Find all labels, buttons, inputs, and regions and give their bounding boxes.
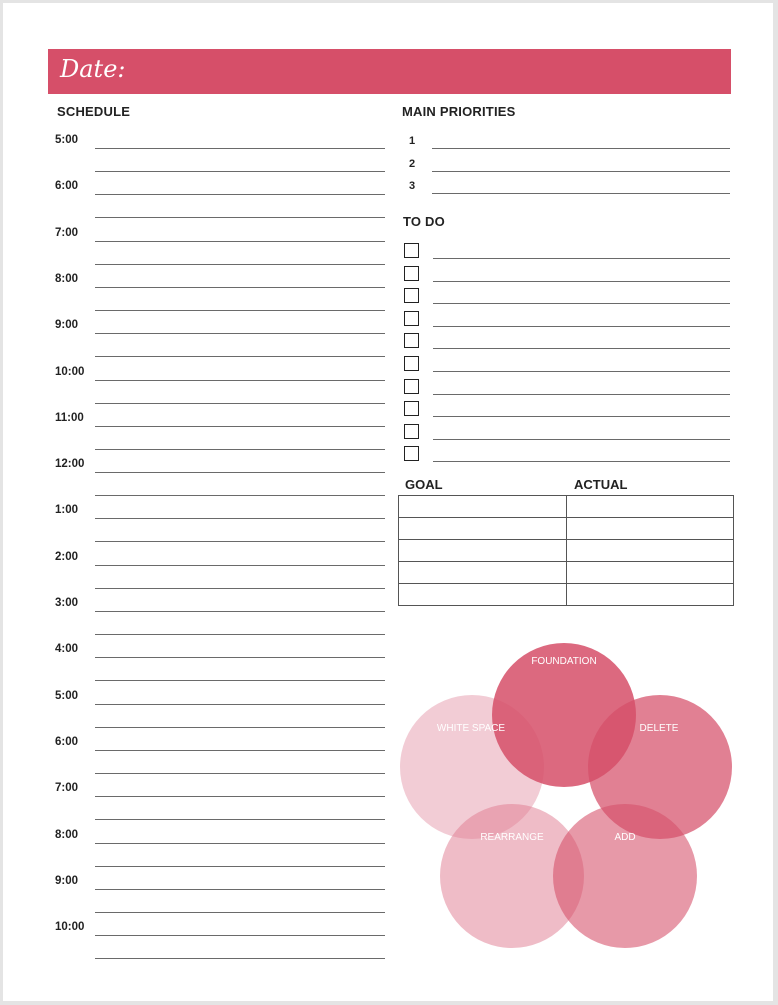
schedule-line[interactable] [95, 565, 385, 566]
venn-label: ADD [614, 832, 636, 843]
actual-cell[interactable] [566, 496, 734, 518]
todo-checkbox[interactable] [404, 311, 419, 326]
goal-cell[interactable] [399, 518, 567, 540]
schedule-time: 6:00 [55, 180, 79, 193]
schedule-line-half[interactable] [95, 588, 385, 589]
goal-header: GOAL [405, 477, 443, 492]
todo-line[interactable] [433, 326, 730, 327]
schedule-line[interactable] [95, 611, 385, 612]
todo-line[interactable] [433, 281, 730, 282]
goal-cell[interactable] [399, 540, 567, 562]
todo-checkbox[interactable] [404, 401, 419, 416]
actual-header: ACTUAL [574, 477, 628, 492]
schedule-line-half[interactable] [95, 495, 385, 496]
priority-number: 3 [409, 180, 416, 193]
todo-line[interactable] [433, 303, 730, 304]
goal-actual-table [398, 495, 734, 606]
schedule-line-half[interactable] [95, 403, 385, 404]
venn-label: FOUNDATION [531, 656, 597, 667]
schedule-line[interactable] [95, 472, 385, 473]
schedule-line[interactable] [95, 380, 385, 381]
schedule-time: 12:00 [55, 458, 85, 471]
schedule-time: 8:00 [55, 272, 79, 285]
schedule-time: 10:00 [55, 365, 85, 378]
todo-title: TO DO [403, 214, 445, 229]
actual-cell[interactable] [566, 540, 734, 562]
goal-row [399, 562, 734, 584]
schedule-line-half[interactable] [95, 912, 385, 913]
todo-line[interactable] [433, 258, 730, 259]
schedule-line-half[interactable] [95, 634, 385, 635]
goal-row [399, 584, 734, 606]
schedule-line-half[interactable] [95, 958, 385, 959]
schedule-line-half[interactable] [95, 264, 385, 265]
schedule-line[interactable] [95, 148, 385, 149]
todo-line[interactable] [433, 394, 730, 395]
schedule-line[interactable] [95, 935, 385, 936]
date-label: Date: [60, 55, 126, 83]
todo-checkbox[interactable] [404, 266, 419, 281]
todo-checkbox[interactable] [404, 424, 419, 439]
schedule-time: 3:00 [55, 597, 79, 609]
todo-checkbox[interactable] [404, 333, 419, 348]
schedule-line[interactable] [95, 796, 385, 797]
goal-row [399, 496, 734, 518]
schedule-time: 9:00 [55, 319, 79, 332]
schedule-title: SCHEDULE [57, 104, 131, 119]
todo-line[interactable] [433, 461, 730, 462]
venn-label: WHITE SPACE [436, 723, 506, 734]
venn-diagram [395, 625, 735, 955]
schedule-line[interactable] [95, 750, 385, 751]
schedule-line[interactable] [95, 426, 385, 427]
goal-row [399, 540, 734, 562]
schedule-line-half[interactable] [95, 773, 385, 774]
goal-cell[interactable] [399, 496, 567, 518]
schedule-line[interactable] [95, 241, 385, 242]
todo-line[interactable] [433, 371, 730, 372]
schedule-time: 11:00 [55, 411, 84, 424]
schedule-line-half[interactable] [95, 171, 385, 172]
priorities-title: MAIN PRIORITIES [402, 104, 516, 119]
todo-checkbox[interactable] [404, 288, 419, 303]
schedule-line-half[interactable] [95, 217, 385, 218]
todo-line[interactable] [433, 348, 730, 349]
schedule-time: 9:00 [55, 874, 79, 887]
schedule-time: 7:00 [55, 782, 79, 795]
todo-checkbox[interactable] [404, 356, 419, 371]
schedule-time: 5:00 [55, 689, 79, 702]
schedule-line-half[interactable] [95, 819, 385, 820]
schedule-line[interactable] [95, 843, 385, 844]
schedule-time: 6:00 [55, 735, 79, 748]
schedule-line-half[interactable] [95, 356, 385, 357]
goal-row [399, 518, 734, 540]
schedule-time: 4:00 [55, 643, 79, 656]
actual-cell[interactable] [566, 562, 734, 584]
schedule-line-half[interactable] [95, 866, 385, 867]
actual-cell[interactable] [566, 584, 734, 606]
todo-checkbox[interactable] [404, 446, 419, 461]
schedule-line[interactable] [95, 889, 385, 890]
schedule-line-half[interactable] [95, 449, 385, 450]
priority-number: 1 [409, 135, 416, 147]
venn-label: DELETE [639, 723, 679, 734]
schedule-time: 1:00 [55, 504, 79, 517]
venn-label: REARRANGE [480, 832, 544, 843]
schedule-line-half[interactable] [95, 727, 385, 728]
todo-line[interactable] [433, 439, 730, 440]
venn-circle-add [553, 804, 697, 948]
priority-number: 2 [409, 157, 416, 170]
schedule-line-half[interactable] [95, 541, 385, 542]
schedule-time: 5:00 [55, 134, 79, 146]
priority-line[interactable] [432, 193, 730, 194]
priority-line[interactable] [432, 171, 730, 172]
schedule-time: 10:00 [55, 921, 85, 934]
schedule-line-half[interactable] [95, 310, 385, 311]
date-header [48, 49, 731, 94]
todo-checkbox[interactable] [404, 243, 419, 258]
schedule-time: 8:00 [55, 828, 79, 841]
schedule-line[interactable] [95, 287, 385, 288]
schedule-line[interactable] [95, 333, 385, 334]
todo-line[interactable] [433, 416, 730, 417]
todo-checkbox[interactable] [404, 379, 419, 394]
priority-line[interactable] [432, 148, 730, 149]
schedule-line[interactable] [95, 704, 385, 705]
schedule-line[interactable] [95, 657, 385, 658]
schedule-time: 7:00 [55, 226, 79, 239]
schedule-line[interactable] [95, 518, 385, 519]
goal-cell[interactable] [399, 584, 567, 606]
schedule-line-half[interactable] [95, 680, 385, 681]
goal-cell[interactable] [399, 562, 567, 584]
schedule-time: 2:00 [55, 550, 79, 563]
actual-cell[interactable] [566, 518, 734, 540]
schedule-line[interactable] [95, 194, 385, 195]
